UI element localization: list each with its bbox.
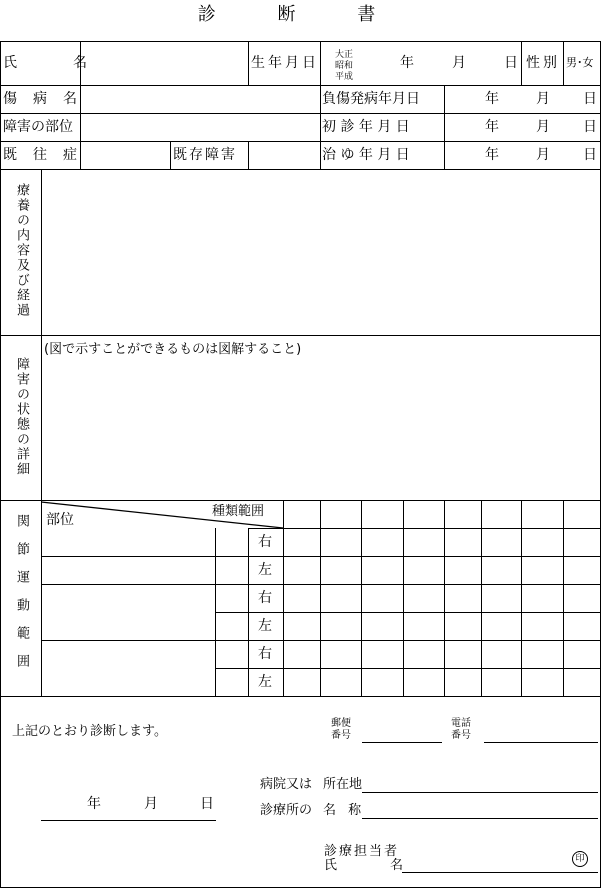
site-field[interactable] bbox=[82, 115, 318, 139]
disease-label: 傷 病 名 bbox=[3, 91, 78, 107]
site-label: 障害の部位 bbox=[3, 119, 73, 135]
rom-label: 関節運動範囲 bbox=[14, 514, 29, 682]
treatment-field[interactable] bbox=[43, 171, 599, 333]
injury-month: 月 bbox=[536, 91, 550, 107]
footer-year: 年 bbox=[87, 796, 101, 812]
injury-date-label: 負傷発病年月日 bbox=[322, 91, 420, 107]
state-note: (図で示すことができるものは図解すること) bbox=[44, 342, 302, 357]
address-field[interactable] bbox=[362, 792, 598, 793]
postal-label-1: 郵便 bbox=[331, 718, 351, 729]
postal-field[interactable] bbox=[362, 742, 442, 743]
facility-name-label: 名 称 bbox=[323, 803, 366, 818]
postal-label-2: 番号 bbox=[331, 730, 351, 741]
existing-disability-field[interactable] bbox=[250, 143, 318, 167]
sex-options[interactable]: 男･女 bbox=[566, 56, 594, 69]
injury-year: 年 bbox=[485, 91, 499, 107]
footer-month: 月 bbox=[144, 796, 158, 812]
diagnosis-statement: 上記のとおり診断します。 bbox=[12, 724, 167, 739]
facility-name-field[interactable] bbox=[362, 818, 598, 819]
phone-label-1: 電話 bbox=[451, 718, 471, 729]
era-heisei: 平成 bbox=[335, 72, 354, 82]
phone-label-2: 番号 bbox=[451, 730, 471, 741]
rom-side-1: 右 bbox=[258, 534, 272, 550]
doctor-name-label-1: 氏 bbox=[324, 858, 338, 873]
rom-side-4: 左 bbox=[258, 618, 272, 634]
footer-day: 日 bbox=[200, 796, 214, 812]
birth-month: 月 bbox=[452, 55, 466, 71]
rom-site-header: 部位 bbox=[46, 512, 74, 528]
first-visit-year: 年 bbox=[485, 119, 499, 135]
state-field[interactable] bbox=[43, 360, 599, 498]
first-visit-label: 初 診 年 月 日 bbox=[322, 119, 410, 135]
page-title: 診 断 書 bbox=[197, 4, 404, 25]
doctor-name-label-2: 名 bbox=[390, 858, 404, 873]
birth-year: 年 bbox=[400, 55, 414, 71]
first-visit-month: 月 bbox=[536, 119, 550, 135]
past-illness-label: 既 往 症 bbox=[3, 147, 78, 163]
first-visit-day: 日 bbox=[583, 119, 597, 135]
rom-side-5: 右 bbox=[258, 646, 272, 662]
phone-field[interactable] bbox=[484, 742, 598, 743]
seal-icon: 印 bbox=[572, 851, 588, 867]
doctor-label: 診療担当者 bbox=[324, 844, 400, 859]
treatment-label: 療養の内容及び経過 bbox=[14, 183, 29, 318]
birth-date-label: 生年月日 bbox=[251, 55, 319, 71]
name-label: 氏 名 bbox=[3, 55, 87, 71]
rom-side-2: 左 bbox=[258, 562, 272, 578]
sex-label: 性別 bbox=[526, 55, 560, 71]
rom-side-3: 右 bbox=[258, 590, 272, 606]
rom-type-header: 種類範囲 bbox=[212, 504, 265, 519]
cure-year: 年 bbox=[485, 147, 499, 163]
state-label: 障害の状態の詳細 bbox=[14, 357, 29, 477]
existing-disability-label: 既存障害 bbox=[173, 147, 237, 163]
footer-date-line bbox=[41, 820, 216, 821]
name-field[interactable] bbox=[82, 43, 246, 83]
era-taisho: 大正 bbox=[335, 50, 354, 60]
hospital-label-2: 診療所の bbox=[260, 803, 313, 818]
cure-date-label: 治 ゆ 年 月 日 bbox=[322, 147, 410, 163]
doctor-name-field[interactable] bbox=[402, 872, 598, 873]
hospital-label-1: 病院又は bbox=[260, 777, 313, 792]
birth-day: 日 bbox=[504, 55, 518, 71]
cure-day: 日 bbox=[583, 147, 597, 163]
injury-day: 日 bbox=[583, 91, 597, 107]
address-label: 所在地 bbox=[323, 777, 363, 792]
rom-side-6: 左 bbox=[258, 674, 272, 690]
cure-month: 月 bbox=[536, 147, 550, 163]
era-showa: 昭和 bbox=[335, 61, 354, 71]
disease-field[interactable] bbox=[82, 87, 318, 111]
past-illness-field[interactable] bbox=[82, 143, 168, 167]
